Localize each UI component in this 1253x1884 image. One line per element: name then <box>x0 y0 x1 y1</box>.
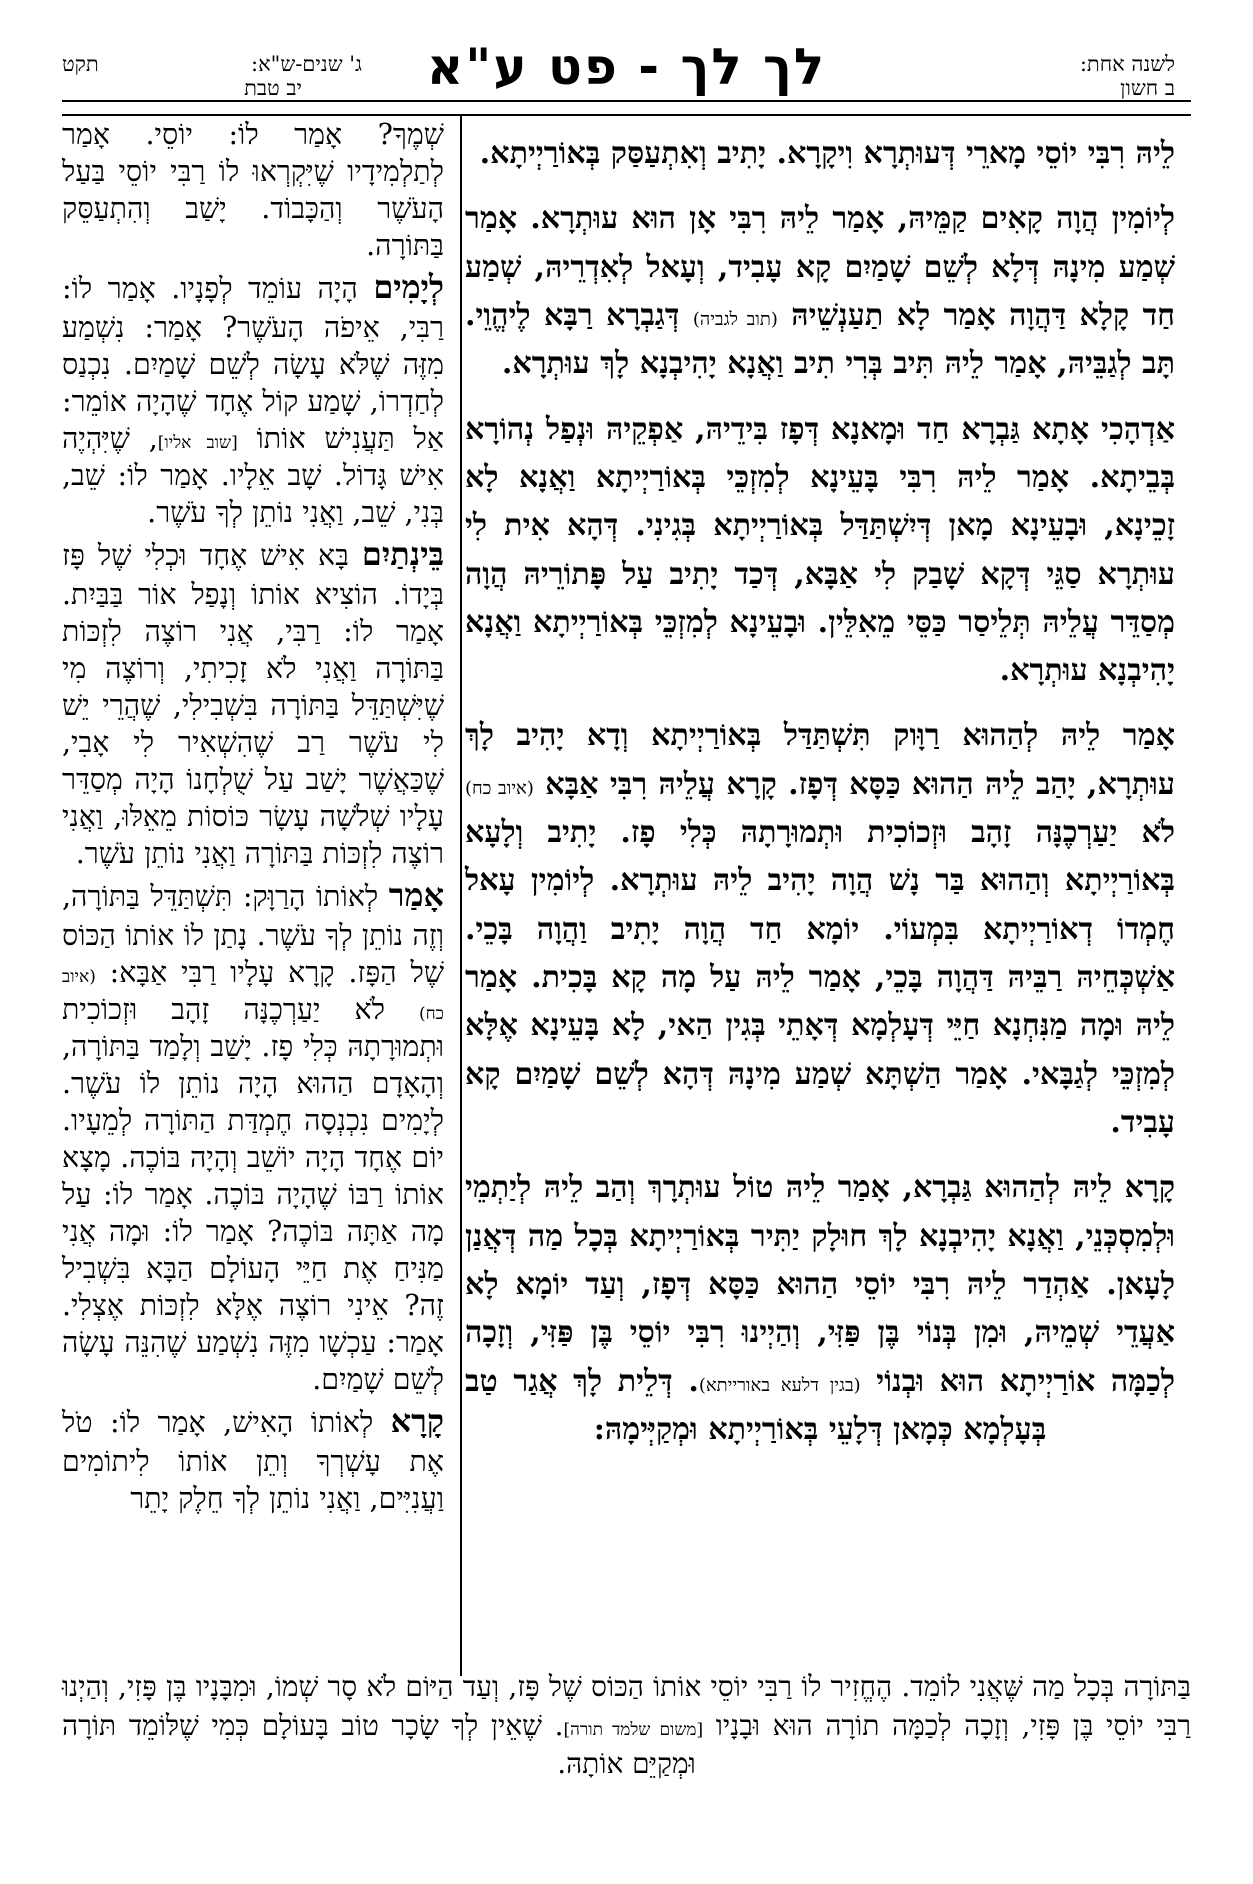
reference-note: [שוב אליו] <box>157 432 238 453</box>
cycle-three-years: ג' שנים-ש"א: <box>251 52 362 76</box>
hebrew-paragraph: קָרָא לְאוֹתוֹ הָאִישׁ, אָמַר לוֹ: טֹל אֶת עָשְׁרְךָ וְתֵן אוֹתוֹ לִיתוֹמִים וַעֲנִיִּים, וַאֲנִי נוֹתֵן לְךָ חֵלֶק יָתֵר <box>62 1402 444 1515</box>
cycle-one-year: לשנה אחת: <box>1079 52 1175 76</box>
hebrew-paragraph: אָמַר לְאוֹתוֹ הָרַוָּק: תִּשְׁתַּדֵּל בַּתּוֹרָה, וְזֶה נוֹתֵן לְךָ עֹשֶׁר. נָתַן לוֹ אוֹתוֹ הַכּוֹס שֶׁל הַפָּז. קָרָא עָלָיו רַבִּי אַבָּא: (איוב כח) לֹא יַעַרְכֶנָּה זָהָב וּזְכוֹכִית וּתְמוּרָתָהּ כְּלִי פָז. יָשַׁב וְלָמַד בַּתּוֹרָה, וְהָאָדָם הַהוּא הָיָה נוֹתֵן לוֹ עֹשֶׁר. לְיָמִים נִכְנְסָה חֶמְדַּת הַתּוֹרָה לְמֵעָיו. יוֹם אֶחָד הָיָה יוֹשֵׁב וְהָיָה בּוֹכֶה. מָצָא אוֹתוֹ רַבּוֹ שֶׁהָיָה בּוֹכֶה. אָמַר לוֹ: עַל מָה אַתָּה בּוֹכֶה? אָמַר לוֹ: וּמָה אֲנִי מַנִּיחַ אֶת חַיֵּי הָעוֹלָם הַבָּא בִּשְׁבִיל זֶה? אֵינִי רוֹצֶה אֶלָּא לִזְכּוֹת אֶצְלִי. אָמַר: עַכְשָׁו מִזֶּה נִשְׁמַע שֶׁהִנֵּה עָשָׂה לְשֵׁם שָׁמַיִם. <box>62 876 444 1397</box>
verse-reference: (איוב כח) <box>465 777 534 799</box>
lead-word: קָרָא <box>390 1402 444 1441</box>
aramaic-paragraph: קָרָא לֵיהּ לְהַהוּא גַּבְרָא, אָמַר לֵיהּ טוֹל עוּתְרָךְ וְהַב לֵיהּ לְיַתְמֵי וּלְמִסְכְּנֵי, וַאֲנָא יָהִיבְנָא לָךְ חוּלָק יַתִּיר בְּאוֹרַיְיתָא בְּכָל מַה דְּאֲנַן לָעָאן. אַהְדַר לֵיהּ רִבִּי יוֹסֵי הַהוּא כַּסָּא דְּפָז, וְעַד יוֹמָא לָא אַעֲדֵי שְׁמֵיהּ, וּמִן בְּנוֹי בֶּן פַּזִּי, וְהַיְינוּ רִבִּי יוֹסֵי בֶּן פַּזִּי, וְזָכָה לְכַמָּה אוֹרַיְיתָא הוּא וּבְנוֹי (בגין דלעא באורייתא). דְּלֵית לָךְ אֲגַר טַב בְּעָלְמָא כְּמָאן דְּלָעֵי בְּאוֹרַיְיתָא וּמְקַיְּימָהּ: <box>465 1170 1176 1447</box>
hebrew-paragraph: שְׁמֶךָ? אָמַר לוֹ: יוֹסֵי. אָמַר לְתַלְמִידָיו שֶׁיִּקְרְאוּ לוֹ רַבִּי יוֹסֵי בַּעַל הָעֹשֶׁר וְהַכָּבוֹד. יָשַׁב וְהִתְעַסֵּק בַּתּוֹרָה. <box>62 118 444 263</box>
lead-word: אָמַר <box>388 876 444 915</box>
page-number: תקט <box>62 52 99 76</box>
lead-word: לְיָמִים <box>373 268 444 307</box>
header-rule <box>62 100 1191 102</box>
header-left <box>62 52 362 122</box>
hebrew-paragraph: לְיָמִים הָיָה עוֹמֵד לְפָנָיו. אָמַר לוֹ: רַבִּי, אֵיפֹה הָעֹשֶׁר? אָמַר: נִשְׁמַע מִזֶּה שֶׁלֹּא עָשָׂה לְשֵׁם שָׁמַיִם. נִכְנַס לְחַדְרוֹ, שָׁמַע קוֹל אֶחָד שֶׁהָיָה אוֹמֵר: אַל תַּעֲנִישׁ אוֹתוֹ [שוב אליו], שֶׁיִּהְיֶה אִישׁ גָּדוֹל. שָׁב אֵלָיו. אָמַר לוֹ: שֵׁב, בְּנִי, שֵׁב, וַאֲנִי נוֹתֵן לְךָ עֹשֶׁר. <box>62 268 444 530</box>
page-title: לך לך - פט ע"א <box>426 38 827 96</box>
reference-note: (תוב לגביה) <box>692 308 778 330</box>
hebrew-paragraph: בֵּינְתַיִם בָּא אִישׁ אֶחָד וּכְלִי שֶׁל פָּז בְּיָדוֹ. הוֹצִיא אוֹתוֹ וְנָפַל אוֹר בַּבַּיִת. אָמַר לוֹ: רַבִּי, אֲנִי רוֹצֶה לִזְכּוֹת בַּתּוֹרָה וַאֲנִי לֹא זָכִיתִי, וְרוֹצֶה מִי שֶׁיִּשְׁתַּדֵּל בַּתּוֹרָה בִּשְׁבִילִי, שֶׁהֲרֵי יֵשׁ לִי עֹשֶׁר רַב שֶׁהִשְׁאִיר לִי אָבִי, שֶׁכַּאֲשֶׁר יָשַׁב עַל שֻׁלְחָנוֹ הָיָה מְסַדֵּר עָלָיו שְׁלֹשָׁה עָשָׂר כּוֹסוֹת מֵאֵלּוּ, וַאֲנִי רוֹצֶה לִזְכּוֹת בַּתּוֹרָה וַאֲנִי נוֹתֵן עֹשֶׁר. <box>62 535 444 870</box>
aramaic-column <box>465 130 1175 1471</box>
column-divider <box>460 116 462 1676</box>
date-three-years: יב טבת <box>244 76 302 101</box>
lead-word: בֵּינְתַיִם <box>361 535 444 574</box>
reference-note: [משום שלמד תורה] <box>563 1719 704 1740</box>
aramaic-paragraph: אָמַר לֵיהּ לְהַהוּא רַוָּוק תִּשְׁתַּדַּל בְּאוֹרַיְיתָא וְדָא יָהִיב לָךְ עוּתְרָא, יָהַב לֵיהּ הַהוּא כַּסָּא דְּפָז. קָרָא עֲלֵיהּ רִבִּי אַבָּא (איוב כח) לֹא יַעַרְכֶנָּה זָהָב וּזְכוֹכִית וּתְמוּרָתָהּ כְּלִי פָז. יָתִיב וְלָעָא בְּאוֹרַיְיתָא וְהַהוּא בַּר נָשׁ הֲוָה יָהִיב לֵיהּ עוּתְרָא. לְיוֹמִין עָאל חֶמְדוֹ דְאוֹרַיְיתָא בִּמְעוֹי. יוֹמָא חַד הֲוָה יָתִיב וַהֲוָה בָּכֵי. אַשְׁכְּחֵיהּ רַבֵּיהּ דַּהֲוָה בָּכֵי, אָמַר לֵיהּ עַל מָה קָא בָּכִית. אָמַר לֵיהּ וּמָה מַנִּחְנָא חַיֵּי דְּעָלְמָא דְּאָתֵי בְּגִין הַאי, לָא בָּעֵינָא אֶלָּא לְמִזְכֵּי לְגַבָּאי. אָמַר הַשְׁתָּא שְׁמַע מִינָהּ דְּהָא לְשֵׁם שָׁמַיִם קָא עָבִיד. <box>465 718 1175 1140</box>
aramaic-paragraph: לְיוֹמִין הֲוָה קָאִים קַמֵּיהּ, אָמַר לֵיהּ רִבִּי אָן הוּא עוּתְרָא. אָמַר שְׁמַע מִינָהּ דְּלָא לְשֵׁם שָׁמַיִם קָא עָבִיד, וְעָאל לְאִדְרֵיהּ, שְׁמַע חַד קָלָא דַּהֲוָה אָמַר לָא תַעַנְשֵׁיהּ (תוב לגביה) דְּגַבְרָא רַבָּא לֶיהֱוֵי. תָּב לְגַבֵּיהּ, אָמַר לֵיהּ תִּיב בְּרִי תִיב וַאֲנָא יָהִיבְנָא לָךְ עוּתְרָא. <box>465 201 1175 382</box>
date-one-year: ב חשון <box>1120 76 1175 101</box>
aramaic-paragraph: לֵיהּ רִבִּי יוֹסֵי מָארֵי דְּעוּתְרָא וִיקָרָא. יָתִיב וְאִתְעַסַּק בְּאוֹרַיְיתָא. <box>479 136 1175 171</box>
hebrew-column <box>62 116 444 1520</box>
aramaic-paragraph: אַדְהָכִי אָתָא גַּבְרָא חַד וּמָאנָא דְּפָז בִּידֵיהּ, אַפְקֵיהּ וּנְפַל נְהוֹרָא בְּבֵיתָא. אָמַר לֵיהּ רִבִּי בָּעֵינָא לְמִזְכֵּי בְּאוֹרַיְיתָא וַאֲנָא לָא זָכֵינָא, וּבָעֵינָא מָאן דְּיִשְׁתַּדַּל בְּאוֹרַיְיתָא בְּגִינִי. דְּהָא אִית לִי עוּתְרָא סַגֵּי דְּקָא שָׁבַק לִי אַבָּא, דְּכַד יָתִיב עַל פָּתוֹרֵיהּ הֲוָה מְסַדֵּר עֲלֵיהּ תְּלֵיסַר כַּסֵּי מֵאִלֵּין. וּבָעֵינָא לְמִזְכֵּי בְּאוֹרַיְיתָא וַאֲנָא יָהִיבְנָא עוּתְרָא. <box>465 411 1175 689</box>
verse-reference: (איוב כח) <box>62 966 444 1024</box>
reference-note: (בגין דלעא באורייתא) <box>698 1374 861 1396</box>
hebrew-continuation: בַּתּוֹרָה בְּכָל מַה שֶּׁאֲנִי לוֹמֵד. הֶחֱזִיר לוֹ רַבִּי יוֹסֵי אוֹתוֹ הַכּוֹס שֶׁל פָּז, וְעַד הַיּוֹם לֹא סָר שְׁמוֹ, וּמִבָּנָיו בֶּן פָּזִי, וְהַיְנוּ רַבִּי יוֹסֵי בֶּן פָּזִי, וְזָכָה לְכַמָּה תוֹרָה הוּא וּבָנָיו [משום שלמד תורה]. שֶׁאֵין לְךָ שָׂכָר טוֹב בָּעוֹלָם כְּמִי שֶׁלּוֹמֵד תּוֹרָה וּמְקַיֵּם אוֹתָהּ. <box>62 1670 1192 1781</box>
